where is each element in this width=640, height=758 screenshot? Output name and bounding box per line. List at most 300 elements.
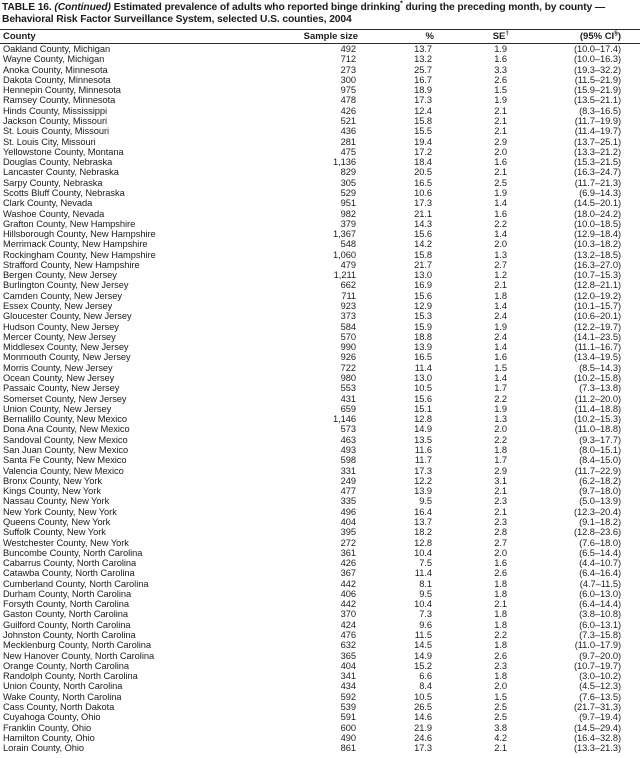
- county-cell: Hamilton County, Ohio: [3, 732, 95, 743]
- sample-size-cell: 373: [340, 311, 356, 322]
- table-row: [0, 414, 640, 424]
- county-cell: Oakland County, Michigan: [3, 44, 111, 54]
- percent-cell: 14.2: [414, 239, 432, 250]
- binge-drinking-prevalence-table: [0, 29, 640, 753]
- percent-cell: 21.1: [414, 208, 432, 219]
- table-row: [0, 723, 640, 733]
- county-cell: New York County, New York: [3, 506, 117, 517]
- ci-cell: (9.7–19.4): [579, 712, 621, 723]
- table-row: [0, 671, 640, 681]
- percent-cell: 13.7: [414, 44, 432, 54]
- county-cell: Mecklenburg County, North Carolina: [3, 640, 151, 651]
- county-cell: Cuyahoga County, Ohio: [3, 712, 101, 723]
- ci-cell: (11.7–19.9): [574, 115, 621, 126]
- sample-size-cell: 249: [340, 475, 356, 486]
- percent-cell: 8.4: [419, 681, 432, 692]
- footnote-marker-section: §: [614, 29, 618, 37]
- table-row: [0, 466, 640, 476]
- percent-cell: 17.3: [414, 95, 432, 106]
- se-cell: 1.8: [494, 609, 507, 620]
- se-cell: 2.0: [494, 146, 507, 157]
- county-cell: Cumberland County, North Carolina: [3, 578, 149, 589]
- percent-cell: 9.5: [419, 588, 432, 599]
- table-row: [0, 383, 640, 393]
- table-row: [0, 291, 640, 301]
- table-row: [0, 455, 640, 465]
- sample-size-cell: 1,060: [332, 249, 356, 260]
- table-row: [0, 54, 640, 64]
- sample-size-cell: 477: [340, 486, 356, 497]
- table-row: [0, 322, 640, 332]
- sample-size-cell: 951: [340, 198, 356, 209]
- header-county: County: [0, 30, 250, 44]
- title-tail: during the preceding month, by county —: [402, 2, 606, 13]
- table-row: [0, 137, 640, 147]
- ci-cell: (11.4–19.7): [574, 126, 621, 137]
- county-cell: Hudson County, New Jersey: [3, 321, 119, 332]
- county-cell: Grafton County, New Hampshire: [3, 218, 136, 229]
- ci-cell: (11.2–20.0): [574, 393, 621, 404]
- table-row: [0, 363, 640, 373]
- county-cell: Wayne County, Michigan: [3, 54, 105, 65]
- ci-cell: (10.7–15.3): [573, 270, 621, 281]
- county-cell: Ocean County, New Jersey: [3, 373, 115, 383]
- ci-cell: (3.8–10.8): [579, 609, 621, 620]
- county-cell: Randolph County, North Carolina: [3, 671, 138, 682]
- se-cell: 1.9: [494, 403, 507, 414]
- percent-cell: 11.4: [414, 568, 432, 579]
- sample-size-cell: 424: [340, 619, 356, 630]
- se-cell: 1.7: [494, 383, 507, 394]
- percent-cell: 17.3: [414, 465, 432, 476]
- table-row: [0, 404, 640, 414]
- table-row: [0, 311, 640, 321]
- table-row: [0, 712, 640, 722]
- ci-cell: (14.5–20.1): [573, 198, 621, 209]
- sample-size-cell: 395: [340, 527, 356, 538]
- table-row: [0, 342, 640, 352]
- ci-cell: (8.3–16.5): [579, 105, 621, 116]
- percent-cell: 15.2: [414, 660, 432, 671]
- county-cell: Cass County, North Dakota: [3, 702, 115, 712]
- percent-cell: 18.9: [414, 85, 432, 96]
- sample-size-cell: 434: [340, 681, 356, 692]
- se-cell: 2.0: [494, 681, 507, 692]
- county-cell: Lancaster County, Nebraska: [3, 167, 119, 178]
- se-cell: 1.3: [494, 414, 507, 425]
- table-row: [0, 424, 640, 434]
- se-cell: 2.4: [494, 331, 507, 342]
- ci-cell: (11.0–17.9): [574, 640, 621, 651]
- se-cell: 1.4: [494, 198, 507, 209]
- sample-size-cell: 361: [340, 547, 356, 558]
- se-cell: 1.6: [494, 558, 507, 569]
- table-row: [0, 743, 640, 753]
- ci-cell: (8.0–15.1): [579, 444, 621, 455]
- sample-size-cell: 573: [340, 424, 356, 435]
- se-cell: 2.1: [494, 486, 507, 497]
- sample-size-cell: 990: [340, 342, 356, 353]
- table-row: [0, 692, 640, 702]
- county-cell: Scotts Bluff County, Nebraska: [3, 187, 125, 198]
- county-cell: San Juan County, New Mexico: [3, 444, 129, 455]
- ci-cell: (10.0–16.3): [573, 54, 621, 65]
- se-cell: 1.9: [494, 187, 507, 198]
- county-cell: Jackson County, Missouri: [3, 115, 108, 126]
- table-row: [0, 332, 640, 342]
- ci-cell: (5.0–13.9): [579, 496, 621, 507]
- title-continued: (Continued): [54, 2, 111, 13]
- se-cell: 2.7: [494, 537, 507, 548]
- table-row: [0, 65, 640, 75]
- sample-size-cell: 980: [340, 373, 356, 383]
- se-cell: 1.6: [494, 54, 507, 65]
- sample-size-cell: 632: [340, 640, 356, 651]
- table-row: [0, 609, 640, 619]
- sample-size-cell: 490: [340, 732, 356, 743]
- sample-size-cell: 426: [340, 558, 356, 569]
- county-cell: Forsyth County, North Carolina: [3, 599, 129, 610]
- county-cell: Hennepin County, Minnesota: [3, 85, 121, 96]
- percent-cell: 12.4: [414, 105, 432, 116]
- ci-cell: (10.6–20.1): [573, 311, 621, 322]
- ci-cell: (7.3–13.8): [579, 383, 621, 394]
- county-cell: Somerset County, New Jersey: [3, 393, 127, 404]
- table-row: [0, 219, 640, 229]
- se-cell: 2.6: [494, 650, 507, 661]
- county-cell: Franklin County, Ohio: [3, 722, 92, 733]
- ci-cell: (14.1–23.5): [573, 331, 621, 342]
- se-cell: 2.6: [494, 74, 507, 85]
- county-cell: Westchester County, New York: [3, 537, 129, 548]
- se-cell: 1.8: [494, 671, 507, 682]
- se-cell: 2.5: [494, 177, 507, 188]
- percent-cell: 20.5: [414, 167, 432, 178]
- table-row: [0, 589, 640, 599]
- sample-size-cell: 426: [340, 105, 356, 116]
- county-cell: Bergen County, New Jersey: [3, 270, 117, 281]
- sample-size-cell: 273: [340, 64, 356, 75]
- county-cell: Orange County, North Carolina: [3, 660, 130, 671]
- percent-cell: 12.8: [414, 537, 432, 548]
- header-se: [437, 30, 513, 44]
- county-cell: Clark County, Nevada: [3, 198, 93, 209]
- table-row: [0, 250, 640, 260]
- sample-size-cell: 600: [340, 722, 356, 733]
- table-row: [0, 661, 640, 671]
- percent-cell: 17.3: [414, 198, 432, 209]
- sample-size-cell: 539: [340, 702, 356, 712]
- se-cell: 4.2: [494, 732, 507, 743]
- ci-cell: (13.5–21.1): [573, 95, 621, 106]
- sample-size-cell: 722: [340, 362, 356, 373]
- county-cell: Bronx County, New York: [3, 475, 102, 486]
- county-cell: St. Louis City, Missouri: [3, 136, 96, 147]
- sample-size-cell: 331: [340, 465, 356, 476]
- ci-cell: (18.0–24.2): [573, 208, 621, 219]
- ci-cell: (12.2–19.7): [573, 321, 621, 332]
- table-row: [0, 95, 640, 105]
- county-cell: St. Louis County, Missouri: [3, 126, 110, 137]
- se-cell: 1.6: [494, 352, 507, 363]
- ci-cell: (15.3–21.5): [573, 157, 621, 168]
- sample-size-cell: 463: [340, 434, 356, 445]
- header-ci-close-paren: ): [617, 31, 621, 42]
- se-cell: 1.8: [494, 640, 507, 651]
- percent-cell: 14.6: [414, 712, 432, 723]
- percent-cell: 14.5: [414, 640, 432, 651]
- ci-cell: (13.3–21.2): [573, 146, 621, 157]
- table-header-row: [0, 30, 640, 44]
- percent-cell: 18.2: [414, 527, 432, 538]
- percent-cell: 11.6: [414, 444, 432, 455]
- se-cell: 2.2: [494, 218, 507, 229]
- county-cell: Valencia County, New Mexico: [3, 465, 124, 476]
- ci-cell: (10.7–19.7): [573, 660, 621, 671]
- county-cell: Rockingham County, New Hampshire: [3, 249, 156, 260]
- table-row: [0, 527, 640, 537]
- table-row: [0, 106, 640, 116]
- percent-cell: 17.2: [414, 146, 432, 157]
- ci-cell: (9.1–18.2): [579, 516, 621, 527]
- sample-size-cell: 431: [340, 393, 356, 404]
- percent-cell: 12.9: [414, 301, 432, 312]
- se-cell: 2.1: [494, 506, 507, 517]
- table-title: [0, 0, 640, 26]
- ci-cell: (11.5–21.9): [574, 74, 621, 85]
- county-cell: Bernalillo County, New Mexico: [3, 414, 127, 425]
- ci-cell: (8.4–15.0): [579, 455, 621, 466]
- se-cell: 2.1: [494, 743, 507, 754]
- percent-cell: 14.9: [414, 650, 432, 661]
- percent-cell: 7.3: [419, 609, 432, 620]
- table-row: [0, 651, 640, 661]
- percent-cell: 26.5: [414, 702, 432, 712]
- sample-size-cell: 521: [340, 115, 356, 126]
- se-cell: 3.1: [494, 475, 507, 486]
- se-cell: 1.2: [494, 270, 507, 281]
- ci-cell: (9.7–18.0): [579, 486, 621, 497]
- sample-size-cell: 492: [340, 44, 356, 54]
- table-row: [0, 198, 640, 208]
- county-cell: Wake County, North Carolina: [3, 691, 122, 702]
- se-cell: 2.1: [494, 115, 507, 126]
- table-body: [0, 44, 640, 754]
- header-ci-label: (95% CI: [579, 31, 615, 42]
- se-cell: 3.8: [494, 722, 507, 733]
- se-cell: 1.8: [494, 619, 507, 630]
- ci-cell: (21.7–31.3): [573, 702, 621, 712]
- percent-cell: 12.8: [414, 414, 432, 425]
- county-cell: Hillsborough County, New Hampshire: [3, 229, 156, 240]
- ci-cell: (9.7–20.0): [579, 650, 621, 661]
- table-row: [0, 599, 640, 609]
- county-cell: Middlesex County, New Jersey: [3, 342, 129, 353]
- county-cell: Sandoval County, New Mexico: [3, 434, 128, 445]
- county-cell: Sarpy County, Nebraska: [3, 177, 103, 188]
- se-cell: 1.3: [494, 249, 507, 260]
- se-cell: 2.1: [494, 105, 507, 116]
- percent-cell: 16.5: [414, 352, 432, 363]
- se-cell: 2.9: [494, 136, 507, 147]
- ci-cell: (6.0–13.1): [579, 619, 621, 630]
- percent-cell: 21.9: [414, 722, 432, 733]
- sample-size-cell: 598: [340, 455, 356, 466]
- se-cell: 2.0: [494, 547, 507, 558]
- se-cell: 2.6: [494, 568, 507, 579]
- ci-cell: (7.6–18.0): [579, 537, 621, 548]
- title-main: Estimated prevalence of adults who reported binge drinking: [110, 2, 401, 13]
- ci-cell: (12.9–18.4): [573, 229, 621, 240]
- ci-cell: (4.4–10.7): [579, 558, 621, 569]
- table-row: [0, 476, 640, 486]
- sample-size-cell: 479: [340, 259, 356, 270]
- se-cell: 1.8: [494, 444, 507, 455]
- sample-size-cell: 404: [340, 660, 356, 671]
- county-cell: Mercer County, New Jersey: [3, 331, 116, 342]
- ci-cell: (4.7–11.5): [579, 578, 621, 589]
- sample-size-cell: 975: [340, 85, 356, 96]
- ci-cell: (6.9–14.3): [579, 187, 621, 198]
- se-cell: 1.4: [494, 301, 507, 312]
- percent-cell: 15.6: [414, 393, 432, 404]
- county-cell: Nassau County, New York: [3, 496, 110, 507]
- percent-cell: 10.6: [414, 187, 432, 198]
- table-row: [0, 167, 640, 177]
- sample-size-cell: 659: [340, 403, 356, 414]
- table-row: [0, 445, 640, 455]
- table-row: [0, 517, 640, 527]
- footnote-marker-dagger: †: [505, 29, 509, 37]
- se-cell: 1.4: [494, 229, 507, 240]
- percent-cell: 19.4: [414, 136, 432, 147]
- county-cell: Lorain County, Ohio: [3, 743, 85, 754]
- ci-cell: (12.3–20.4): [573, 506, 621, 517]
- se-cell: 1.9: [494, 321, 507, 332]
- ci-cell: (10.0–18.5): [573, 218, 621, 229]
- sample-size-cell: 711: [341, 290, 356, 301]
- percent-cell: 16.4: [414, 506, 432, 517]
- county-cell: Queens County, New York: [3, 516, 111, 527]
- percent-cell: 18.4: [414, 157, 432, 168]
- se-cell: 1.8: [494, 578, 507, 589]
- table-row: [0, 435, 640, 445]
- table-row: [0, 116, 640, 126]
- se-cell: 1.4: [494, 342, 507, 353]
- percent-cell: 9.5: [419, 496, 432, 507]
- table-row: [0, 733, 640, 743]
- percent-cell: 13.9: [414, 342, 432, 353]
- ci-cell: (16.3–27.0): [573, 259, 621, 270]
- ci-cell: (6.5–14.4): [579, 547, 621, 558]
- table-title-line2: Behavioral Risk Factor Surveillance System, selected U.S. counties, 2004: [2, 14, 352, 25]
- se-cell: 2.3: [494, 496, 507, 507]
- sample-size-cell: 272: [340, 537, 356, 548]
- header-sample-size: Sample size: [250, 30, 362, 44]
- percent-cell: 15.8: [414, 249, 432, 260]
- sample-size-cell: 712: [340, 54, 356, 65]
- ci-cell: (7.3–15.8): [579, 630, 621, 641]
- footnote-marker-asterisk: *: [400, 0, 403, 8]
- county-cell: Buncombe County, North Carolina: [3, 547, 143, 558]
- percent-cell: 25.7: [414, 64, 432, 75]
- ci-cell: (3.0–10.2): [579, 671, 621, 682]
- sample-size-cell: 335: [340, 496, 356, 507]
- header-percent: %: [362, 30, 437, 44]
- county-cell: Dona Ana County, New Mexico: [3, 424, 130, 435]
- table-row: [0, 486, 640, 496]
- se-cell: 1.8: [494, 290, 507, 301]
- county-cell: Guilford County, North Carolina: [3, 619, 131, 630]
- percent-cell: 24.6: [414, 732, 432, 743]
- county-cell: Monmouth County, New Jersey: [3, 352, 131, 363]
- percent-cell: 16.5: [414, 177, 432, 188]
- table-row: [0, 352, 640, 362]
- county-cell: Union County, North Carolina: [3, 681, 123, 692]
- table-number: TABLE 16.: [2, 2, 55, 13]
- table-row: [0, 270, 640, 280]
- se-cell: 1.5: [494, 362, 507, 373]
- ci-cell: (10.3–18.2): [573, 239, 621, 250]
- percent-cell: 15.1: [414, 403, 432, 414]
- ci-cell: (11.4–18.8): [574, 403, 621, 414]
- table-row: [0, 548, 640, 558]
- ci-cell: (11.7–21.3): [574, 177, 621, 188]
- percent-cell: 13.9: [414, 486, 432, 497]
- percent-cell: 16.9: [414, 280, 432, 291]
- sample-size-cell: 476: [340, 630, 356, 641]
- se-cell: 2.2: [494, 434, 507, 445]
- se-cell: 2.5: [494, 702, 507, 712]
- table-row: [0, 301, 640, 311]
- se-cell: 1.6: [494, 208, 507, 219]
- ci-cell: (13.4–19.5): [573, 352, 621, 363]
- table-row: [0, 209, 640, 219]
- sample-size-cell: 496: [340, 506, 356, 517]
- percent-cell: 9.6: [419, 619, 432, 630]
- se-cell: 2.9: [494, 465, 507, 476]
- ci-cell: (8.5–14.3): [579, 362, 621, 373]
- sample-size-cell: 1,211: [333, 270, 356, 281]
- ci-cell: (11.1–16.7): [574, 342, 621, 353]
- sample-size-cell: 370: [340, 609, 356, 620]
- sample-size-cell: 404: [340, 516, 356, 527]
- ci-cell: (10.1–15.7): [573, 301, 621, 312]
- county-cell: Cabarrus County, North Carolina: [3, 558, 137, 569]
- sample-size-cell: 662: [340, 280, 356, 291]
- table-row: [0, 157, 640, 167]
- se-cell: 1.9: [494, 95, 507, 106]
- county-cell: Santa Fe County, New Mexico: [3, 455, 127, 466]
- sample-size-cell: 926: [340, 352, 356, 363]
- percent-cell: 12.2: [414, 475, 432, 486]
- ci-cell: (9.3–17.7): [579, 434, 621, 445]
- table-row: [0, 85, 640, 95]
- ci-cell: (16.3–24.7): [573, 167, 621, 178]
- ci-cell: (4.5–12.3): [579, 681, 621, 692]
- ci-cell: (6.4–14.4): [579, 599, 621, 610]
- table-row: [0, 681, 640, 691]
- sample-size-cell: 592: [340, 691, 356, 702]
- county-cell: New Hanover County, North Carolina: [3, 650, 155, 661]
- table-row: [0, 229, 640, 239]
- county-cell: Essex County, New Jersey: [3, 301, 113, 312]
- table-row: [0, 147, 640, 157]
- percent-cell: 10.4: [414, 599, 432, 610]
- table-row: [0, 496, 640, 506]
- ci-cell: (14.5–29.4): [573, 722, 621, 733]
- table-row: [0, 568, 640, 578]
